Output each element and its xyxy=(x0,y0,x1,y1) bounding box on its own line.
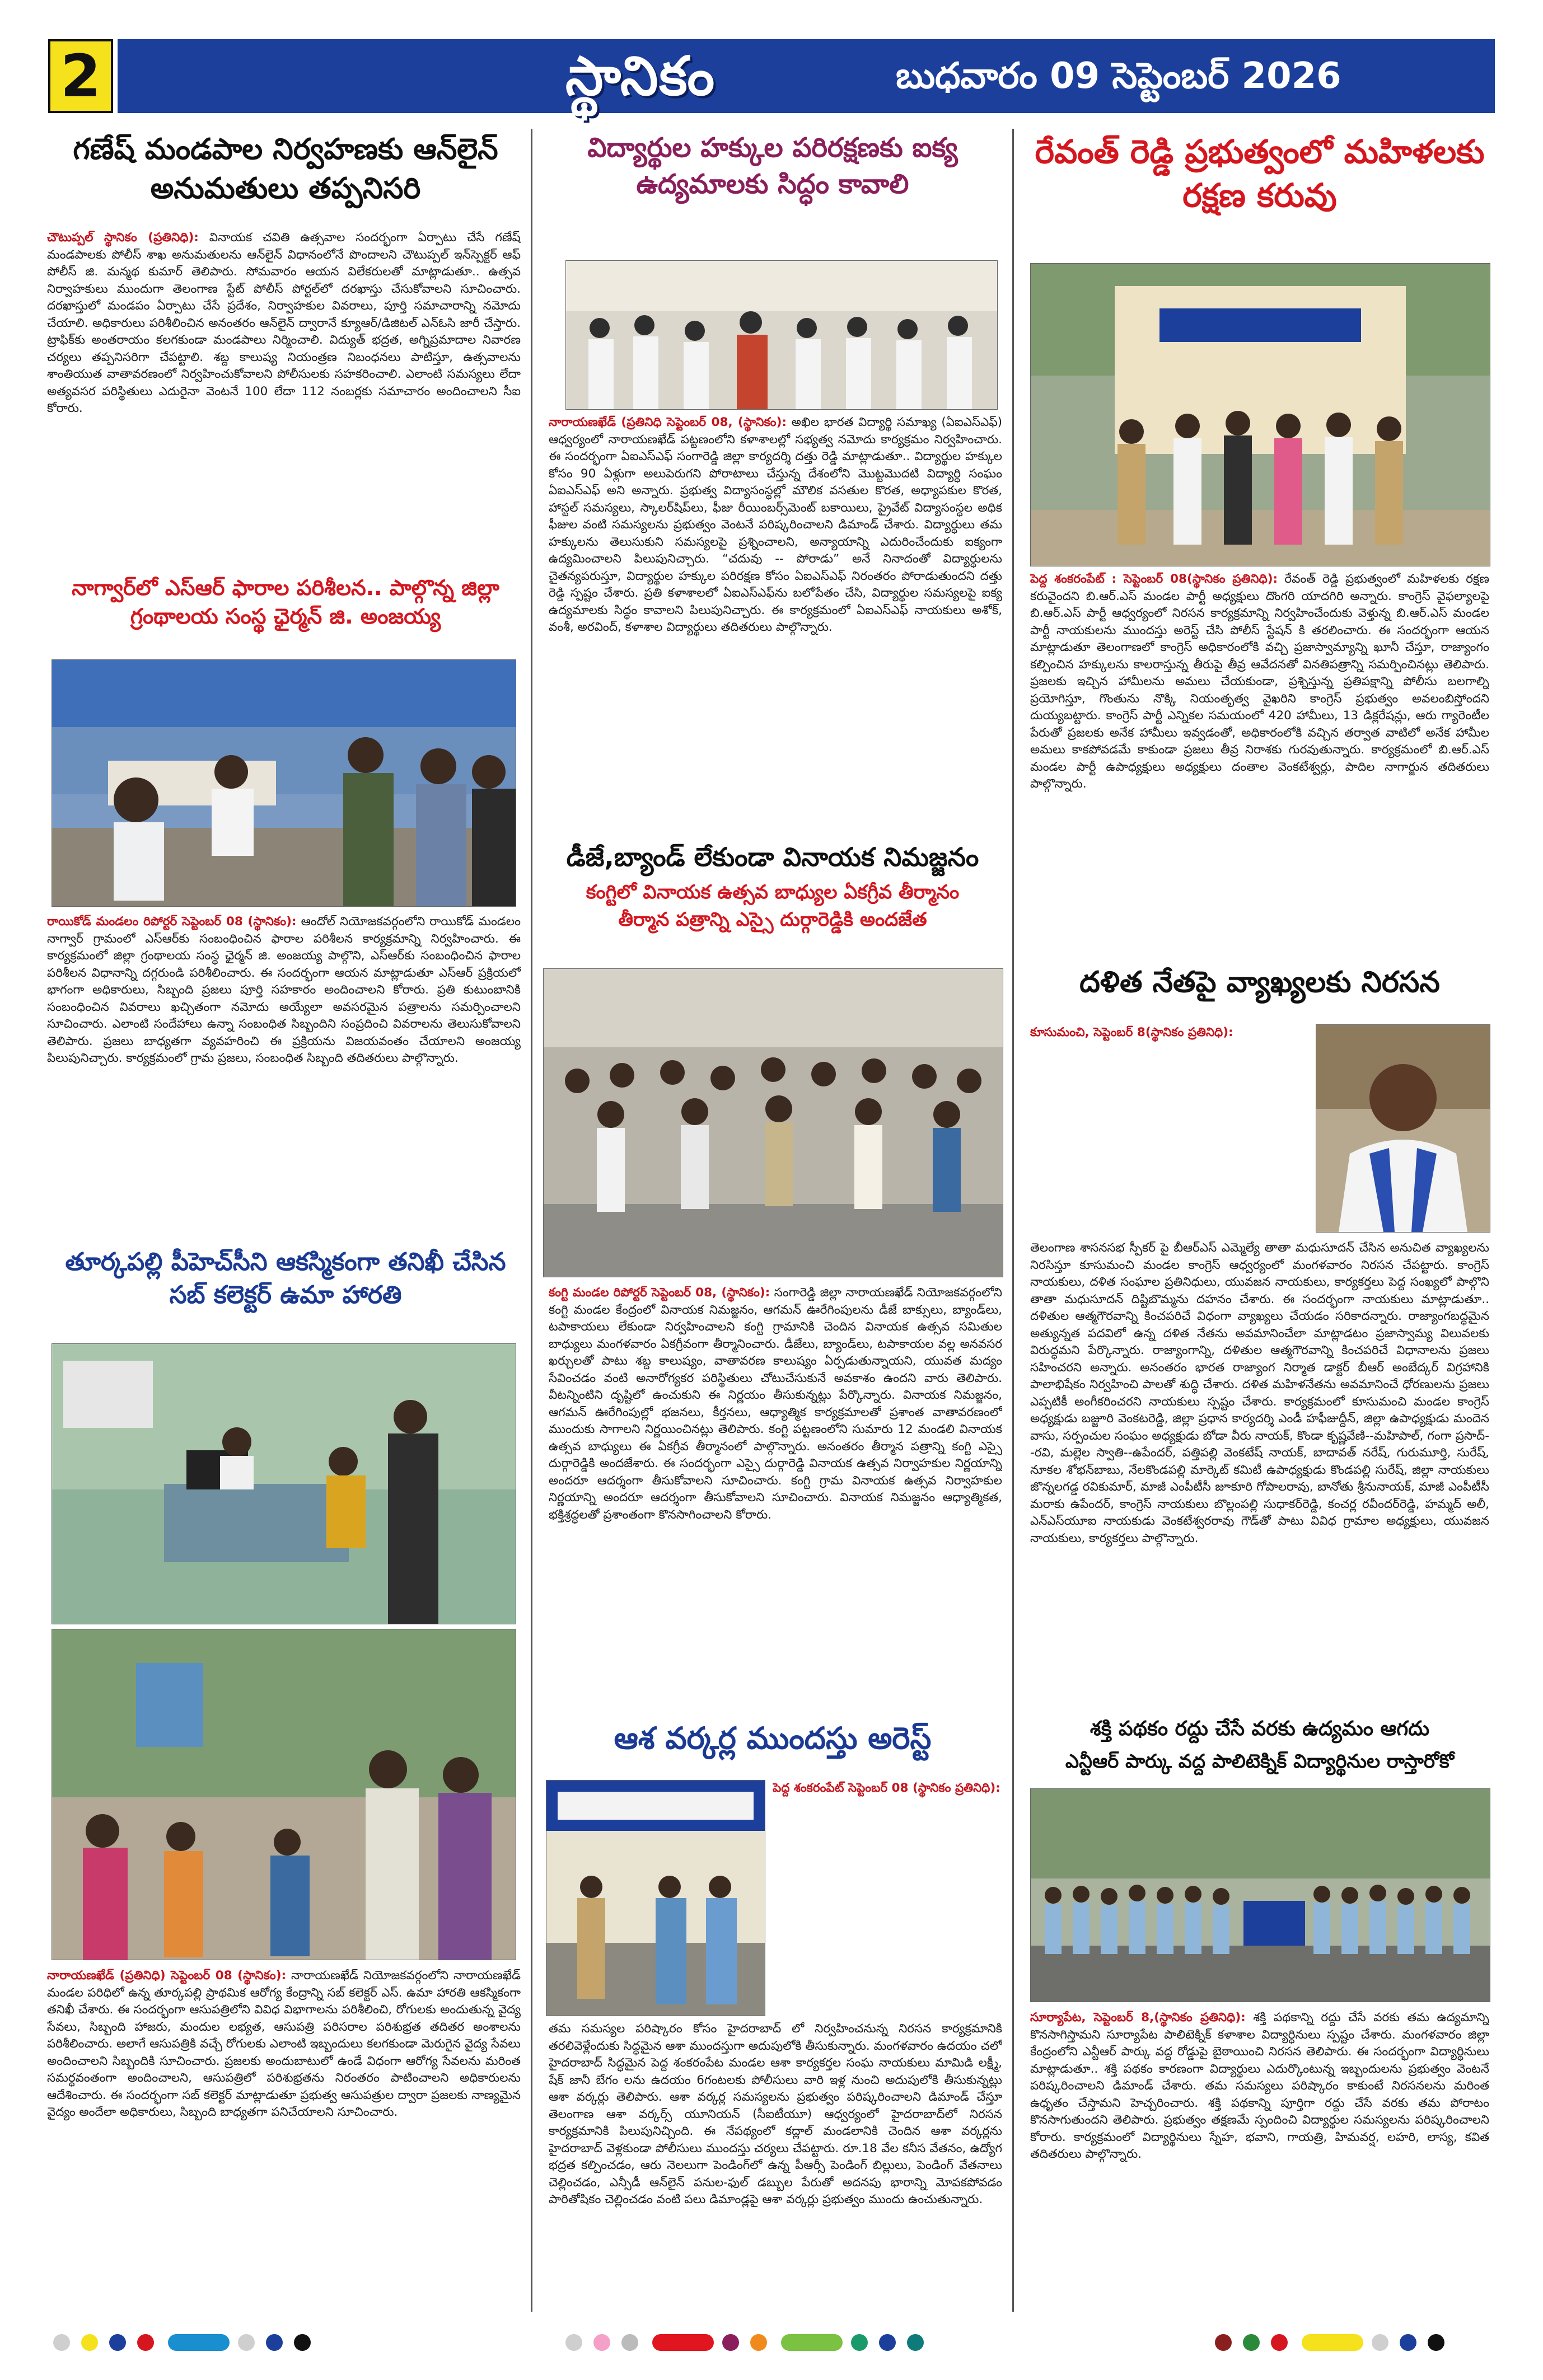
registration-dot xyxy=(1400,2334,1416,2351)
article-revanth xyxy=(1030,571,1489,957)
article-phc xyxy=(47,1967,521,2315)
photo-dalit-leader xyxy=(1316,1024,1490,1233)
photo-library-verification xyxy=(52,659,516,907)
subhead-shakti: ఎన్టీఆర్ పార్కు వద్ద పాలిటెక్నిక్ విద్యార్థినుల రాస్తారోకో xyxy=(1065,1750,1455,1773)
photo-revanth-police-station xyxy=(1030,263,1490,566)
registration-dot xyxy=(879,2334,896,2351)
article-dalit xyxy=(1030,1240,1489,1710)
article-library xyxy=(47,913,521,1238)
column-divider xyxy=(531,129,532,2312)
newspaper-logo: స్థానికం xyxy=(565,45,716,107)
article-text: అఖిల భారత విద్యార్థి సమాఖ్య (ఏఐఎస్ఎఫ్) ఆధ్వర్యంలో నారాయణఖేడ్ పట్టణంలోని కళాశాలల్లో సభ్యత్వ నమోదు కార్యక్రమం నిర్వహించారు. ఈ సందర్భంగా ఏఐఎస్ఎఫ్ సంగారెడ్డి జిల్లా కార్యదర్శి దత్తు రెడ్డి మాట్లాడుతూ.. విద్యార్థుల హక్కుల కోసం 90 ఏళ్లుగా అలుపెరుగని పోరాటాలు చేస్తున్న దేశంలోని మొట్టమొదటి విద్యార్థి సంఘం ఏఐఎస్ఎఫ్ అని అన్నారు. ప్రభుత్వ విద్యాసంస్థల్లో మౌలిక వసతుల కొరత, అధ్యాపకుల కొరత, హాస్టల్ సమస్యలు, స్కాలర్‌షిప్‌లు, ఫీజు రీయింబర్స్‌మెంట్ బకాయిలు, ప్రైవేట్ విద్యాసంస్థల అధిక ఫీజుల వంటి సమస్యలను ప్రభుత్వం వెంటనే పరిష్కరించాలని డిమాండ్ చేశారు. విద్యార్థులు తమ హక్కులను తెలుసుకుని సమస్యలపై ప్రశ్నించాలని, అన్యాయాన్ని ఎదురించేందుకు ఐక్యంగా ఉద్యమించాలని పిలుపునిచ్చారు. “చదువు -- పోరాడు” అనే నినాదంతో విద్యార్థులను చైతన్యపరుస్తూ, విద్యార్థుల హక్కుల పరిరక్షణ కోసం ఏఐఎస్ఎఫ్ నిరంతరం పోరాడుతుందని దత్తు రెడ్డి స్పష్టం చేశారు. ప్రతి కళాశాలలో ఏఐఎస్ఎఫ్‌ను బలోపేతం చేసి, విద్యార్థుల సమస్యలపై ఐక్య ఉద్యమాలకు సిద్ధం కావాలని పిలుపునిచ్చారు. ఈ కార్యక్రమంలో ఏఐఎస్ఎఫ్ నాయకులు అశోక్, వంశీ, అరవింద్, కళాశాల విద్యార్థులు తదితరులు పాల్గొన్నారు. xyxy=(549,415,1002,634)
article-text: తెలంగాణ శాసనసభ స్పీకర్ పై బీఆర్ఎస్ ఎమ్మెల్యే తాతా మధుసూదన్ చేసిన అనుచిత వ్యాఖ్యలను నిరసిస్తూ కూసుమంచి మండల కాంగ్రెస్ ఆధ్వర్యంలో మంగళవారం నిరసన చేపట్టారు. కాంగ్రెస్ నాయకులు, దళిత సంఘాల ప్రతినిధులు, యువజన నాయకులు, కార్యకర్తలు పెద్ద సంఖ్యలో పాల్గొని తాతా మధుసూదన్ దిష్టిబొమ్మను దహనం చేశారు. ఈ సందర్భంగా నాయకులు మాట్లాడుతూ.. దళితుల ఆత్మగౌరవాన్ని కించపరిచే విధంగా వ్యాఖ్యలు చేయడం సరికాదన్నారు. రాజ్యాంగబద్ధమైన అత్యున్నత పదవిలో ఉన్న దళిత నేతను అవమానించేలా మాట్లాడటం ప్రజాస్వామ్య విలువలకు విరుద్ధమని పేర్కొన్నారు. రాజ్యాంగాన్ని, దళితుల ఆత్మగౌరవాన్ని కించపరిచే విధానాలను ప్రజలు సహించరని అన్నారు. అనంతరం భారత రాజ్యాంగ నిర్మాత డాక్టర్ బీఆర్ అంబేద్కర్ విగ్రహానికి పాలాభిషేకం నిర్వహించి పాలతో శుద్ధి చేశారు. దళిత మహిళనేతను అవమానించే ధోరణులను ప్రజలు ఎప్పటికీ అంగీకరించరని నాయకులు స్పష్టం చేశారు. కార్యక్రమంలో కూసుమంచి మండల కాంగ్రెస్ అధ్యక్షుడు బజ్జూరి వెంకటరెడ్డి, జిల్లా ప్రధాన కార్యదర్శి ఎండీ హఫీజుద్దీన్, జిల్లా ఉపాధ్యక్షుడు మందెన వాసు, సర్పంచుల సంఘం అధ్యక్షుడు బోడా వీరు నాయక్, కొండా కృష్ణవేణి--మహిపాల్, గంగా ప్రసాద్--రవి, మల్లెల స్వాతి--ఉపేందర్, పత్తిపల్లి వెంకటేష్ నాయక్, బాదావత్ నరేష్, గురుమూర్తి, సురేష్, నూకల శోభన్‌బాబు, నేలకొండపల్లి మార్కెట్ కమిటీ ఉపాధ్యక్షుడు కొండపల్లి సురేష్, జిల్లా నాయకులు జొన్నలగడ్డ రవికుమార్, మాజీ ఎంపీటీసీ జూకూరి గోపాలరావు, బానోతు శ్రీనునాయక్, మాజీ ఎంపీటీసీ మరాకు ఉపేందర్, కాంగ్రెస్ నాయకులు బొల్లంపల్లి సుధాకర్‌రెడ్డి, కంచర్ల రవీందర్‌రెడ్డి, హమ్మద్ అలీ, ఎన్ఎస్‌యూఐ నాయకుడు వెంకటేశ్వరరావు గౌడ్‌తో పాటు వివిధ గ్రామాల అధ్యక్షులు, యువజన నాయకులు, కార్యకర్తలు పాల్గొన్నారు. xyxy=(1030,1241,1489,1545)
registration-dot xyxy=(238,2334,255,2351)
photo-image xyxy=(1031,264,1490,566)
photo-image xyxy=(52,1344,516,1624)
headline-shakti: శక్తి పథకం రద్దు చేసే వరకు ఉద్యమం ఆగదు xyxy=(1090,1717,1430,1740)
headline-phc: తూర్కపల్లి పీహెచ్‌సీని ఆకస్మికంగా తనిఖీ చేసిన సబ్ కలెక్టర్ ఉమా హారతి xyxy=(65,1248,506,1310)
page-number: 2 xyxy=(48,39,113,113)
registration-dot xyxy=(750,2334,767,2351)
dateline: కూసుమంచి, సెప్టెంబర్ 8(స్థానికం ప్రతినిధి): xyxy=(1030,1025,1233,1039)
article-text: వినాయక చవితి ఉత్సవాల సందర్భంగా ఏర్పాటు చేసే గణేష్ మండపాలకు పోలీస్ శాఖ అనుమతులను ఆన్‌లైన్ విధానంలోనే పొందాలని చౌటుప్పల్ ఇన్‌స్పెక్టర్ ఆఫ్ పోలీస్ జి. మన్మథ కుమార్ తెలిపారు. సోమవారం ఆయన విలేకరులతో మాట్లాడుతూ.. ఉత్సవ నిర్వాహకులు ముందుగా తెలంగాణ స్టేట్ పోలీస్ పోర్టల్‌లో దరఖాస్తు చేసుకోవాలని సూచించారు. దరఖాస్తులో మండపం ఏర్పాటు చేసే ప్రదేశం, నిర్వాహకుల వివరాలు, పూర్తి సమాచారాన్ని నమోదు చేయాలి. అధికారులు పరిశీలించిన అనంతరం ఆన్‌లైన్ ద్వారానే క్యూఆర్/డిజిటల్ ఎన్‌ఓసి జారీ చేస్తారు. ట్రాఫిక్‌కు అంతరాయం కలగకుండా మండపాలు నిర్మించాలి. విద్యుత్ భద్రత, అగ్నిప్రమాదాల నివారణ చర్యలు తప్పనిసరిగా చేపట్టాలి. శబ్ద కాలుష్య నియంత్రణ నిబంధనలు పాటిస్తూ, ఉత్సవాలను శాంతియుత వాతావరణంలో నిర్వహించుకోవాలని పోలీసులకు సహకరించాలి. ఎలాంటి సమస్యలు లేదా అత్యవసర పరిస్థితులు ఎదురైనా వెంటనే 100 లేదా 112 నంబర్లకు సమాచారం అందించాలని సీఐ కోరారు. xyxy=(47,231,521,415)
photo-image xyxy=(566,261,997,409)
dateline: రాయికోడ్ మండలం రిపోర్టర్ సెప్టెంబర్ 08 (స్థానికం): xyxy=(47,915,297,929)
headline-dalit: దళిత నేతపై వ్యాఖ్యలకు నిరసన xyxy=(1079,966,1440,999)
registration-dot xyxy=(266,2334,283,2351)
article-text: సంగారెడ్డి జిల్లా నారాయణఖేడ్ నియోజకవర్గంలోని కంగ్టి మండల కేంద్రంలో వినాయక నిమజ్జనం, ఆగమన్ ఊరేగింపులను డీజే బాక్సులు, బ్యాండ్‌లు, టపాకాయలు లేకుండా నిర్వహించాలని కంగ్టి గ్రామానికి చెందిన వినాయక ఉత్సవ సమితుల బాధ్యులు మంగళవారం ఏకగ్రీవంగా తీర్మానించారు. డీజేలు, బ్యాండ్‌లు, టపాకాయల వల్ల అనవసర ఖర్చులతో పాటు శబ్ద కాలుష్యం, వాతావరణ కాలుష్యం ఏర్పడుతున్నాయని, యువత మద్యం సేవించడం వంటి అనారోగ్యకర పరిస్థితులు చోటుచేసుకునే అవకాశం ఉందని వారు తెలిపారు. వీటన్నింటిని దృష్టిలో ఉంచుకుని ఈ నిర్ణయం తీసుకున్నట్లు పేర్కొన్నారు. వినాయక నిమజ్జనం, ఆగమన్ ఊరేగింపుల్లో భజనలు, కీర్తనలు, ఆధ్యాత్మిక కార్యక్రమాలతో ప్రశాంత వాతావరణంలో ముందుకు సాగాలని నిర్ణయించినట్లు తెలిపారు. కంగ్టి పట్టణంలోని సుమారు 12 మండలి వినాయక ఉత్సవ బాధ్యులు ఈ ఏకగ్రీవ తీర్మానంలో పాల్గొన్నారు. అనంతరం తీర్మాన పత్రాన్ని కంగ్టి ఎస్సై దుర్గారెడ్డికి అందజేశారు. ఈ సందర్భంగా ఎస్సై దుర్గారెడ్డి వినాయక ఉత్సవ నిర్వాహకుల నిర్ణయాన్ని అందరూ ఆదర్శంగా తీసుకోవాలని సూచించారు. కంగ్టి గ్రామ వినాయక ఉత్సవ నిర్వాహకుల నిర్ణయాన్ని అందరూ ఆదర్శంగా తీసుకోవాలని సూచించారు. వినాయక నిమజ్జనం ఆధ్యాత్మికత, భక్తిశ్రద్ధలతో ప్రశాంతంగా కొనసాగించాలని కోరారు. xyxy=(549,1286,1002,1522)
photo-phc-patients xyxy=(52,1629,516,1960)
photo-image xyxy=(52,660,516,906)
registration-dot xyxy=(109,2334,126,2351)
subhead-dj: కంగ్టిలో వినాయక ఉత్సవ బాధ్యుల ఏకగ్రీవ తీర్మానం తీర్మాన పత్రాన్ని ఎస్సై దుర్గారెడ్డికి అందజేత xyxy=(586,881,960,931)
photo-shakti-protest xyxy=(1030,1788,1490,2002)
registration-dot xyxy=(81,2334,98,2351)
headline-asha: ఆశ వర్కర్ల ముందస్తు అరెస్ట్ xyxy=(614,1721,932,1756)
registration-dot xyxy=(593,2334,610,2351)
photo-image xyxy=(546,1781,765,2016)
photo-asha-arrest xyxy=(546,1780,765,2016)
registration-dot xyxy=(294,2334,311,2351)
dateline: పెద్ద శంకరంపేట్ : సెప్టెంబర్ 08(స్థానికం ప్రతినిధి): xyxy=(1030,572,1278,586)
registration-dot xyxy=(137,2334,154,2351)
article-dalit-lead xyxy=(1030,1024,1307,1237)
registration-bar xyxy=(168,2334,230,2351)
article-ganesh xyxy=(47,229,521,565)
headline-students: విద్యార్థుల హక్కుల పరిరక్షణకు ఐక్య ఉద్యమాలకు సిద్ధం కావాలి xyxy=(587,132,958,200)
headline-dj: డీజే,బ్యాండ్ లేకుండా వినాయక నిమజ్జనం xyxy=(566,842,979,872)
article-text: రేవంత్ రెడ్డి ప్రభుత్వంలో మహిళలకు రక్షణ కరువైందని బి.ఆర్.ఎస్ మండల పార్టీ అధ్యక్షులు దొంగరి యాదగిరి అన్నారు. కాంగ్రెస్ వైఫల్యాలపై బి.ఆర్.ఎస్ పార్టీ ఆధ్వర్యంలో నిరసన కార్యక్రమాన్ని నిర్వహించేందుకు వెళ్తున్న బి.ఆర్.ఎస్ మండల పార్టీ నాయకులను ముందస్తు అరెస్ట్ చేసి పోలీస్ స్టేషన్ కి తరలించారు. ఈ సందర్భంగా ఆయన మాట్లాడుతూ తెలంగాణలో కాంగ్రెస్ అధికారంలోకి వచ్చి ప్రజాస్వామ్యాన్ని ఖూనీ చేస్తూ, రాజ్యాంగం కల్పించిన హక్కులను కాలరాస్తున్న తీరుపై తీవ్ర ఆవేదనతో వినతిపత్రాన్ని సమర్పించినట్లు తెలిపారు. ప్రజలకు ఇచ్చిన హామీలను అమలు చేయకుండా, ప్రశ్నిస్తున్న ప్రతిపక్షాన్ని పోలీసు బలగాల్ని ప్రయోగిస్తూ, గొంతును నొక్కి నియంతృత్వ వైఖరిని కాంగ్రెస్ ప్రభుత్వం అవలంబిస్తోందని దుయ్యబట్టారు. కాంగ్రెస్ పార్టీ ఎన్నికల సమయంలో 420 హామీలు, 13 డిక్లరేషన్లు, ఆరు గ్యారెంటీల పేరుతో ప్రజలకు అనేక హామీలు ఇవ్వడంతో, అధికారంలోకి వచ్చిన తర్వాత వాటిలో అనేక హామీల అమలు కాకపోవడమే కాకుండా ప్రజలు తీవ్ర నిరాశకు గురవుతున్నారు. కార్యక్రమంలో బి.ఆర్.ఎస్ మండల పార్టీ ఉపాధ్యక్షులు అధ్యక్షులు దంతాల వెంకటేశ్వర్లు, పాదిల నాగార్జున తదితరులు పాల్గొన్నారు. xyxy=(1030,572,1489,791)
headline-revanth: రేవంత్ రెడ్డి ప్రభుత్వంలో మహిళలకు రక్షణ కరువు xyxy=(1035,133,1485,215)
issue-date: బుధవారం 09 సెప్టెంబర్ 2026 xyxy=(896,55,1341,97)
dateline: సూర్యాపేట, సెప్టెంబర్ 8,(స్థానికం ప్రతినిధి): xyxy=(1030,2011,1246,2025)
dateline: పెద్ద శంకరంపేట్ సెప్టెంబర్ 08 (స్థానికం ప్రతినిధి): xyxy=(773,1781,1000,1795)
article-text: ఆందోల్ నియోజకవర్గంలోని రాయికోడ్ మండలం నాగ్వార్ గ్రామంలో ఎస్‌ఆర్‌కు సంబంధించిన ఫారాల పరిశీలన కార్యక్రమాన్ని నిర్వహించారు. ఈ కార్యక్రమంలో జిల్లా గ్రంథాలయ సంస్థ ఛైర్మన్ జి. అంజయ్య పాల్గొని, ఎస్‌ఆర్‌కు సంబంధించిన ఫారాల పరిశీలన విధానాన్ని దగ్గరుండి పరిశీలించారు. ఈ సందర్భంగా ఆయన మాట్లాడుతూ ఎస్‌ఆర్ ప్రక్రియలో భాగంగా అధికారులు, సిబ్బంది ప్రజలు పూర్తి సహకారం అందించాలని కోరారు. ప్రతి కుటుంబానికి సంబంధించిన వివరాలు ఖచ్చితంగా నమోదు అయ్యేలా అవసరమైన పత్రాలను సమర్పించాలని సూచించారు. ఎలాంటి సందేహాలు ఉన్నా సంబంధిత సిబ్బందిని సంప్రదించి వివరాలను తెలుసుకోవాలని తెలిపారు. ప్రజలు బాధ్యతగా వ్యవహరించి ఈ ప్రక్రియను విజయవంతం చేయాలని అంజయ్య పిలుపునిచ్చారు. కార్యక్రమంలో గ్రామ ప్రజలు, సంబంధిత సిబ్బంది తదితరులు పాల్గొన్నారు. xyxy=(47,915,521,1065)
registration-bar xyxy=(652,2334,714,2351)
photo-image xyxy=(1316,1025,1490,1232)
registration-dot xyxy=(1372,2334,1388,2351)
registration-dot xyxy=(53,2334,70,2351)
article-text: తమ సమస్యల పరిష్కారం కోసం హైదరాబాద్ లో నిర్వహించనున్న నిరసన కార్యక్రమానికి తరలివెళ్లేందుకు సిద్ధమైన ఆశా ముందస్తుగా అదుపులోకి తీసుకున్నారు. మంగళవారం ఉదయం చలో హైదరాబాద్ సిద్ధమైన పెద్ద శంకరంపేట మండల ఆశా కార్యకర్తల సంఘ నాయకులు మామిడి లక్ష్మీ, షేక్ జానీ బేగం లను ఉదయం 6గంటలకు పోలీసులు వారి ఇళ్ల నుంచి అదుపులోకి తీసుకున్నట్లు ఆశా వర్కర్లు తెలిపారు. ఆశా వర్కర్ల సమస్యలను ప్రభుత్వం పరిష్కరించాలని డిమాండ్ చేస్తూ తెలంగాణ ఆశా వర్కర్స్ యూనియన్ (సీఐటీయూ) ఆధ్వర్యంలో హైదరాబాద్‌లో నిరసన కార్యక్రమానికి పిలుపునిచ్చింది. ఈ నేపథ్యంలో కద్లాల్ మండలానికి చెందిన ఆశా వర్కర్లను హైదరాబాద్ వెళ్లకుండా పోలీసులు ముందస్తు చర్యలు చేపట్టారు. రూ.18 వేల కనీస వేతనం, ఉద్యోగ భద్రత కల్పించడం, ఆరు నెలలుగా పెండింగ్‌లో ఉన్న పీఆర్సీ పెండింగ్ బిల్లులు, పెండింగ్ వేతనాలు చెల్లించడం, ఎన్సీడీ ఆన్‌లైన్ పనుల-ఫుల్ డబ్బుల పేరుతో అదనపు భారాన్ని మోపకపోవడం పారితోషికం చెల్లించడం వంటి పలు డిమాండ్లపై ఆశా వర్కర్లు ప్రభుత్వం ముందు ఉంచుతున్నారు. xyxy=(549,2022,1002,2206)
registration-dot xyxy=(565,2334,582,2351)
photo-dj-committee xyxy=(543,968,1003,1277)
registration-dot xyxy=(1428,2334,1444,2351)
registration-dot xyxy=(722,2334,739,2351)
dateline: చౌటుప్పల్ స్థానికం (ప్రతినిధి): xyxy=(47,231,199,245)
registration-dot xyxy=(1243,2334,1260,2351)
headline-library: నాగ్వార్‌లో ఎస్‌ఆర్ ఫారాల పరిశీలన.. పాల్గొన్న జిల్లా గ్రంథాలయ సంస్థ ఛైర్మన్ జి. అంజయ్య xyxy=(72,575,499,629)
article-text: నారాయణఖేడ్ నియోజకవర్గంలోని నారాయణఖేడ్ మండల పరిధిలో ఉన్న తూర్కపల్లి ప్రాథమిక ఆరోగ్య కేంద్రాన్ని సబ్ కలెక్టర్ ఎస్. ఉమా హారతి ఆకస్మికంగా తనిఖీ చేశారు. ఈ సందర్భంగా ఆసుపత్రిలోని వివిధ విభాగాలను పరిశీలించి, రోగులకు అందుతున్న వైద్య సేవలు, సిబ్బంది హాజరు, మందుల లభ్యత, ఆసుపత్రి పరిసరాల పరిశుభ్రత తదితర అంశాలను పరిశీలించారు. అలాగే ఆసుపత్రికి వచ్చే రోగులకు ఎలాంటి ఇబ్బందులు కలగకుండా మెరుగైన వైద్య సేవలు అందించాలని సిబ్బందికి సూచించారు. ప్రజలకు అందుబాటులో ఉండే విధంగా ఆరోగ్య సేవలను మరింత సమర్థవంతంగా అందించాలని, ఆసుపత్రిలో పరిశుభ్రతను నిరంతరం పాటించాలని అధికారులను ఆదేశించారు. ఈ సందర్భంగా సబ్ కలెక్టర్ మాట్లాడుతూ ప్రభుత్వ ఆసుపత్రుల ద్వారా ప్రజలకు నాణ్యమైన వైద్యం అందేలా అధికారులు, సిబ్బంది బాధ్యతగా పనిచేయాలని సూచించారు. xyxy=(47,1969,521,2119)
dateline: నారాయణఖేడ్ (ప్రతినిధి సెప్టెంబర్ 08, (స్థానికం): xyxy=(549,415,787,429)
registration-dot xyxy=(621,2334,638,2351)
registration-bar xyxy=(1302,2334,1363,2351)
photo-image xyxy=(1031,1789,1490,2002)
article-dj xyxy=(549,1285,1002,1710)
registration-dot xyxy=(907,2334,924,2351)
column-divider xyxy=(1012,129,1014,2312)
headline-ganesh: గణేష్ మండపాల నిర్వహణకు ఆన్‌లైన్ అనుమతులు తప్పనిసరి xyxy=(73,133,498,206)
dateline: నారాయణఖేడ్ (ప్రతినిధి) సెప్టెంబర్ 08 (స్థానికం): xyxy=(47,1969,287,1983)
registration-bar xyxy=(781,2334,843,2351)
article-shakti xyxy=(1030,2009,1489,2312)
registration-dot xyxy=(851,2334,868,2351)
article-asha-lead xyxy=(773,1780,1002,2015)
photo-image xyxy=(544,969,1003,1277)
registration-dot xyxy=(1215,2334,1232,2351)
photo-phc-inspection xyxy=(52,1343,516,1624)
article-students xyxy=(549,414,1002,840)
dateline: కంగ్టి మండల రిపోర్టర్ సెప్టెంబర్ 08, (స్థానికం): xyxy=(549,1286,770,1300)
photo-image xyxy=(52,1629,516,1960)
photo-students-classroom xyxy=(565,260,998,410)
article-asha xyxy=(549,2021,1002,2312)
article-text: శక్తి పథకాన్ని రద్దు చేసే వరకు తమ ఉద్యమాన్ని కొనసాగిస్తామని సూర్యాపేట పాలిటెక్నిక్ కళాశాల విద్యార్థినులు స్పష్టం చేశారు. మంగళవారం జిల్లా కేంద్రంలోని ఎన్టీఆర్ పార్కు వద్ద రోడ్డుపై బైఠాయించి నిరసన తెలిపారు. ఈ సందర్భంగా విద్యార్థినులు మాట్లాడుతూ.. శక్తి పథకం కారణంగా విద్యార్థులు ఎదుర్కొంటున్న ఇబ్బందులను ప్రభుత్వం వెంటనే పరిష్కరించాలని డిమాండ్ చేశారు. తమ సమస్యలు పరిష్కారం కాకుంటే నిరసనలను మరింత ఉధృతం చేస్తామని హెచ్చరించారు. శక్తి పథకాన్ని పూర్తిగా రద్దు చేసే వరకు తమ పోరాటం కొనసాగుతుందని తెలిపారు. ప్రభుత్వం తక్షణమే స్పందించి విద్యార్థుల సమస్యలను పరిష్కరించాలని కోరారు. కార్యక్రమంలో విద్యార్థినులు స్నేహ, భవాని, గాయత్రి, హిమవర్ష, లహరి, లాస్య, కవిత తదితరులు పాల్గొన్నారు. xyxy=(1030,2011,1489,2161)
registration-dot xyxy=(1271,2334,1288,2351)
